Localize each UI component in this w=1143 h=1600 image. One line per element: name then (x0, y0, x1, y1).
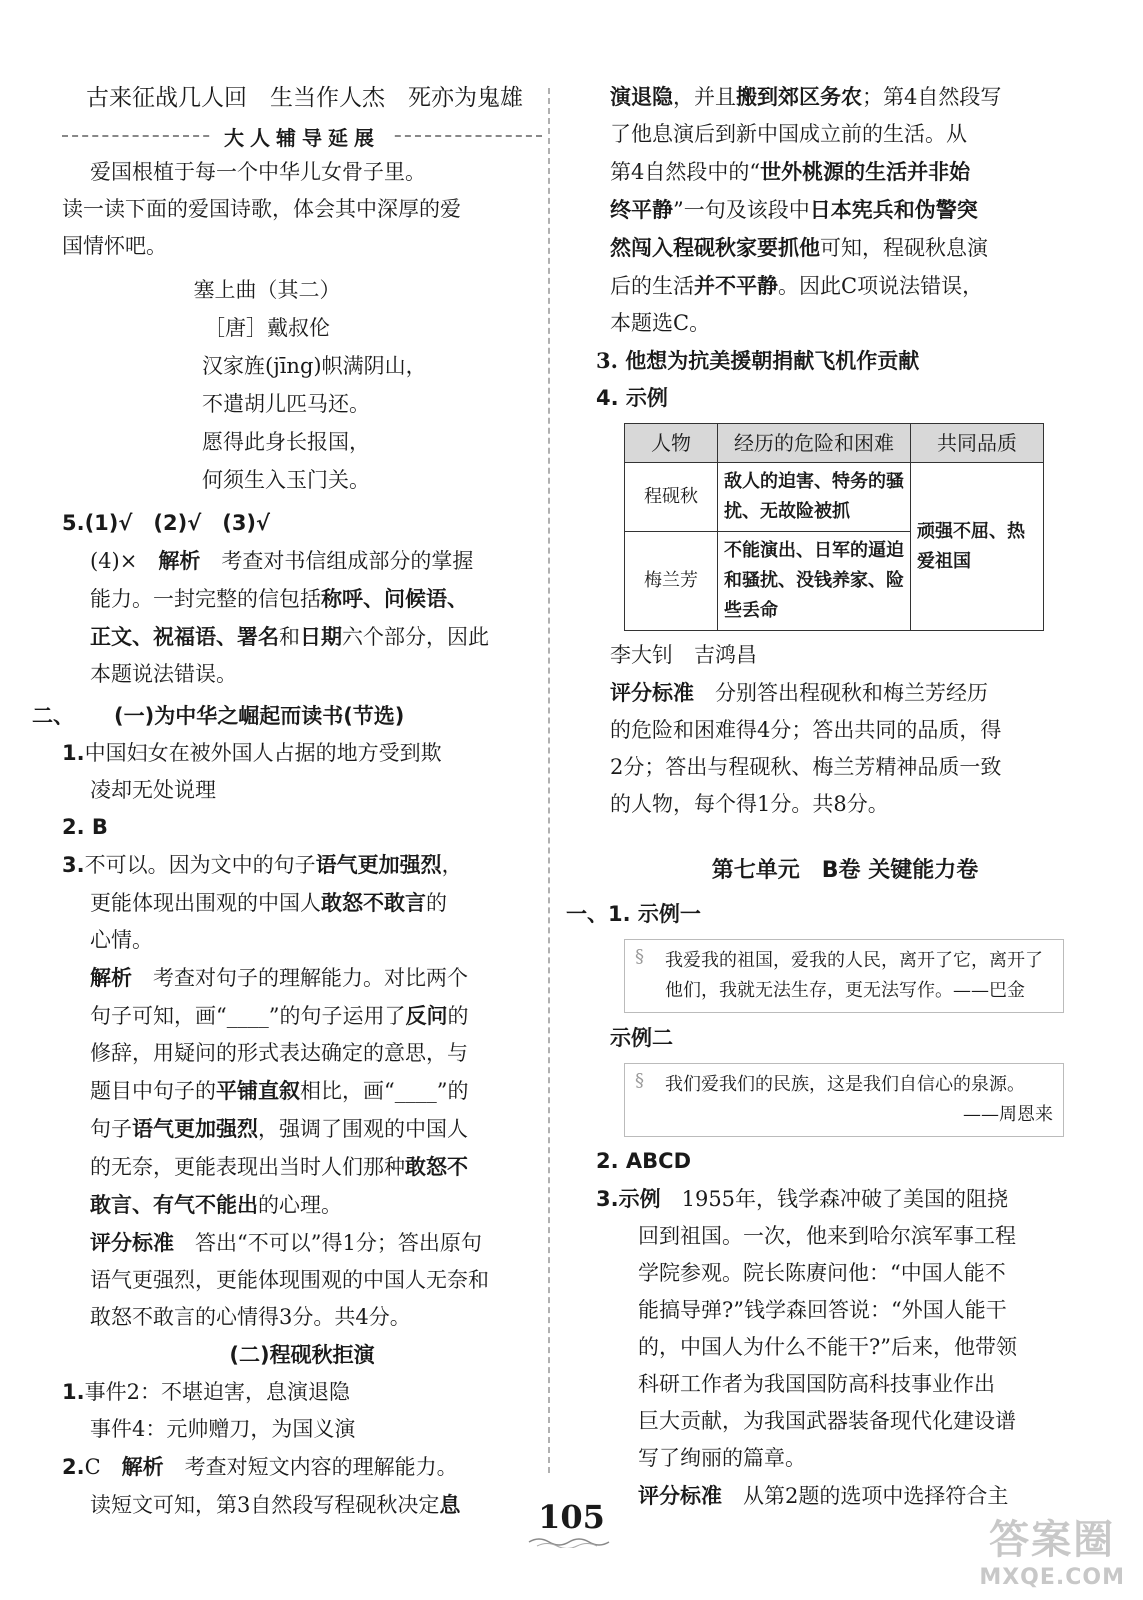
example-2-label: 示例二 (610, 1026, 673, 1050)
answer-3-line: 学院参观。院长陈赓问他：“中国人能不 (638, 1261, 1006, 1285)
answer-5-line: 正文、祝福语、署名和日期六个部分，因此 (90, 624, 489, 649)
clip-icon: § (635, 1070, 644, 1091)
poem-line: 汉家旌(jīng)帜满阴山， (202, 354, 427, 378)
example-text: 我爱我的祖国，爱我的人民，离开了它，离开了 (665, 950, 1043, 971)
continued-line: 本题选C。 (610, 311, 711, 335)
unit-title: 第七单元 B卷 关键能力卷 (711, 858, 979, 883)
poem-excerpt: 古来征战几人回 生当作人杰 死亦为鬼雄 (86, 85, 523, 111)
answer-4: 4. 示例 (596, 386, 668, 410)
scoring-line: 评分标准 从第2题的选项中选择符合主 (638, 1483, 1009, 1508)
clip-icon: § (635, 946, 644, 967)
table-header: 共同品质 (911, 424, 1044, 463)
answer-5-line: (4)× 解析 考查对书信组成部分的掌握 (90, 548, 474, 573)
analysis-line: 题目中句子的平铺直叙相比，画“____”的 (90, 1078, 469, 1103)
table-row (625, 463, 1044, 532)
answer-3-line: 3.不可以。因为文中的句子语气更加强烈， (62, 852, 463, 877)
answer-3: 3. 他想为抗美援朝捐献飞机作贡献 (596, 348, 920, 373)
watermark-logo (979, 1508, 1125, 1590)
column-divider (548, 88, 550, 1473)
left-column (32, 78, 542, 1524)
table-cell-person: 程砚秋 (625, 463, 718, 532)
analysis-line: 句子可知，画“____”的句子运用了反问的 (90, 1003, 469, 1028)
table-cell-quality: 顽强不屈、热爱祖国 (911, 463, 1044, 631)
answer-b2-line: 读短文可知，第3自然段写程砚秋决定息 (90, 1492, 461, 1517)
example-attribution: ——周恩来 (963, 1104, 1053, 1125)
analysis-line: 的无奈，更能表现出当时人们那种敢怒不 (90, 1154, 468, 1179)
continued-line: 第4自然段中的“世外桃源的生活并非始 (610, 159, 971, 184)
section-2-heading: 二、 (一)为中华之崛起而读书(节选) (32, 704, 405, 728)
poem-author: ［唐］戴叔伦 (204, 316, 330, 340)
answer-2: 2. ABCD (596, 1149, 692, 1173)
page-footer (0, 1498, 1143, 1548)
analysis-line: 解析 考查对句子的理解能力。对比两个 (90, 965, 468, 990)
example-box-1 (624, 939, 1064, 1013)
answer-3-line: 心情。 (90, 928, 153, 952)
answer-b1-line: 事件4：元帅赠刀，为国义演 (90, 1417, 356, 1441)
answer-5-line: 能力。一封完整的信包括称呼、问候语、 (90, 586, 468, 611)
answer-3-line: 的，中国人为什么不能干?”后来，他带领 (638, 1335, 1017, 1359)
answer-1-line: 凌却无处说理 (90, 778, 216, 802)
page-number: 105 (538, 1498, 605, 1536)
table-cell-hardship: 敌人的迫害、特务的骚扰、无故险被抓 (718, 463, 911, 532)
section-1-heading: 一、1. 示例一 (566, 902, 701, 926)
answer-1-line: 1.中国妇女在被外国人占据的地方受到欺 (62, 741, 442, 765)
table-header: 人物 (625, 424, 718, 463)
answer-5-line: 本题说法错误。 (90, 662, 237, 686)
continued-line: 后的生活并不平静。因此C项说法错误， (610, 273, 984, 298)
example-box-2 (624, 1063, 1064, 1137)
continued-line: 了他息演后到新中国成立前的生活。从 (610, 122, 967, 146)
scoring-line: 的人物，每个得1分。共8分。 (610, 792, 889, 816)
person-names: 李大钊 吉鸿昌 (610, 643, 757, 667)
table-header: 经历的危险和困难 (718, 424, 911, 463)
continued-line: 然闯入程砚秋家要抓他可知，程砚秋息演 (610, 235, 988, 260)
answer-3-line: 回到祖国。一次，他来到哈尔滨军事工程 (638, 1224, 1016, 1248)
continued-line: 终平静”一句及该段中日本宪兵和伪警突 (610, 197, 978, 222)
table-header-row (625, 424, 1044, 463)
table-cell-person: 梅兰芳 (625, 532, 718, 631)
subsection-2-heading: (二)程砚秋拒演 (229, 1343, 375, 1367)
answer-5-line: 5.(1)√ (2)√ (3)√ (62, 511, 271, 535)
continued-line: 演退隐，并且搬到郊区务农；第4自然段写 (610, 84, 1002, 109)
analysis-line: 句子语气更加强烈，强调了围观的中国人 (90, 1116, 468, 1141)
intro-line: 读一读下面的爱国诗歌，体会其中深厚的爱 (62, 197, 461, 221)
intro-line: 国情怀吧。 (62, 234, 167, 258)
intro-line: 爱国根植于每一个中华儿女骨子里。 (90, 160, 426, 184)
wave-ornament-icon (527, 1536, 617, 1548)
scoring-line: 敢怒不敢言的心情得3分。共4分。 (90, 1305, 411, 1329)
answer-2: 2. B (62, 815, 108, 839)
comparison-table (624, 423, 1044, 631)
poem-line: 愿得此身长报国， (202, 430, 370, 454)
answer-3-line: 3.示例 1955年，钱学森冲破了美国的阻挠 (596, 1186, 1009, 1211)
answer-3-line: 能搞导弹?”钱学森回答说：“外国人能干 (638, 1298, 1007, 1322)
analysis-line: 修辞，用疑问的形式表达确定的意思，与 (90, 1041, 468, 1065)
example-text: 我们爱我们的民族，这是我们自信心的泉源。 (665, 1074, 1025, 1095)
poem-line: 不遣胡儿匹马还。 (202, 392, 370, 416)
watermark-title: 答案圈 (989, 1517, 1116, 1563)
answer-3-line: 更能体现出围观的中国人敢怒不敢言的 (90, 890, 447, 915)
example-text: 他们，我就无法生存，更无法写作。——巴金 (665, 980, 1025, 1001)
table-cell-hardship: 不能演出、日军的逼迫和骚扰、没钱养家、险些丢命 (718, 532, 911, 631)
answer-3-line: 写了绚丽的篇章。 (638, 1446, 806, 1470)
scoring-line: 评分标准 答出“不可以”得1分；答出原句 (90, 1230, 482, 1255)
analysis-line: 敢言、有气不能出的心理。 (90, 1192, 342, 1217)
answer-b2-line: 2.C 解析 考查对短文内容的理解能力。 (62, 1454, 458, 1479)
poem-title: 塞上曲（其二） (193, 278, 341, 302)
answer-3-line: 巨大贡献，为我国武器装备现代化建设谱 (638, 1409, 1016, 1433)
scoring-label: 评分标准 (90, 1230, 174, 1255)
answer-3-line: 科研工作者为我国国防高科技事业作出 (638, 1372, 995, 1396)
scoring-line: 2分；答出与程砚秋、梅兰芳精神品质一致 (610, 755, 1002, 779)
right-column (566, 78, 1080, 1515)
scoring-label: 评分标准 (638, 1483, 722, 1508)
analysis-label: 解析 (90, 965, 132, 990)
scoring-label: 评分标准 (610, 680, 694, 705)
scoring-line: 语气更强烈，更能体现围观的中国人无奈和 (90, 1268, 489, 1292)
analysis-label: 解析 (121, 1454, 164, 1479)
section-banner: 大人辅导延展 (62, 122, 542, 148)
poem-line: 何须生入玉门关。 (202, 468, 370, 492)
answer-b1-line: 1.事件2：不堪迫害，息演退隐 (62, 1380, 350, 1404)
scoring-line: 评分标准 分别答出程砚秋和梅兰芳经历 (610, 680, 988, 705)
watermark-url: MXQE.COM (979, 1565, 1125, 1590)
scoring-line: 的危险和困难得4分；答出共同的品质，得 (610, 718, 1002, 742)
analysis-label: 解析 (158, 548, 201, 573)
